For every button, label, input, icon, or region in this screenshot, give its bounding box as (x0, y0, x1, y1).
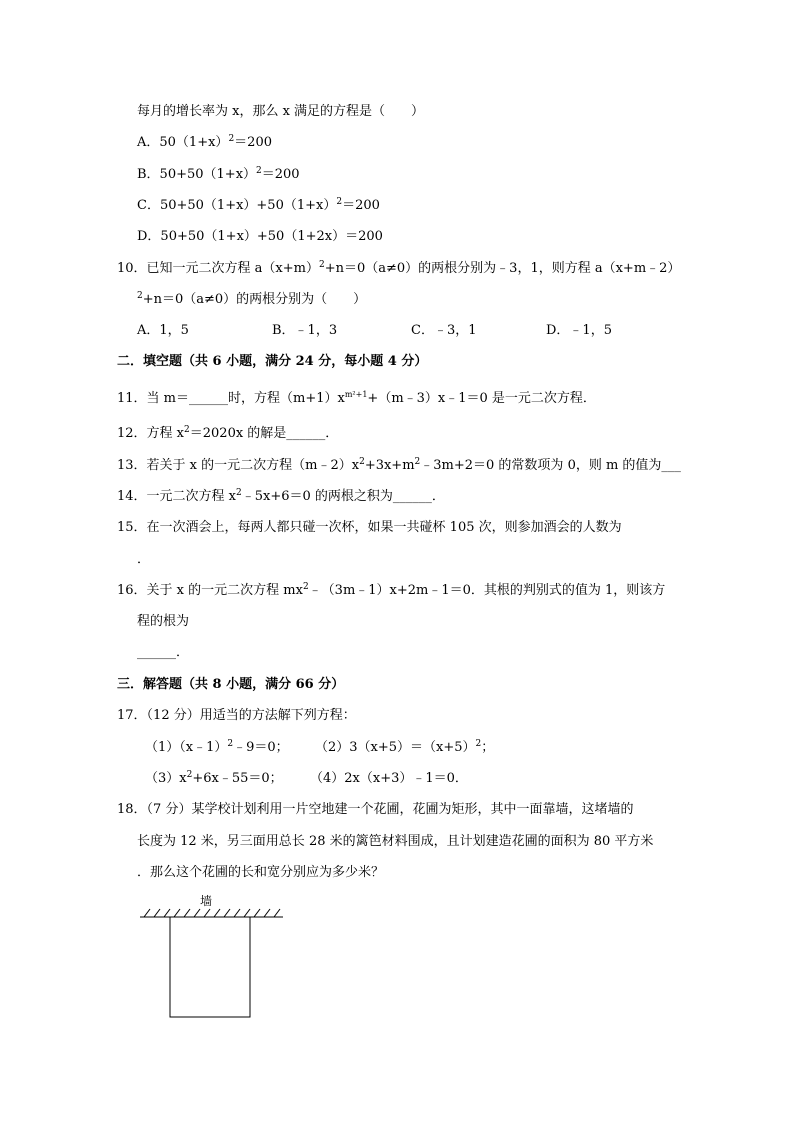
q9-option-c: C．$50+50(1+x)+50(1+x)^2=200$ (137, 197, 380, 213)
q9-option-a: A．$50(1+x)^2=200$ (137, 134, 272, 150)
q17-part-2: $(2)3(x+5)=(x+5)^2$； (315, 739, 495, 755)
q18-line-3: ．那么这个花圃的长和宽分别应为多少米？ (137, 865, 385, 880)
q10-line-1: 10．已知一元二次方程 $a(x+m)^2+n=0(a\ne 0)$的两根分别为﹣3，1，则方程 a（x+m﹣2） (117, 260, 681, 276)
q17-stem: 17．（12 分）用适当的方法解下列方程： (117, 708, 356, 723)
q15-line-2: ． (137, 552, 151, 567)
q10-option-a: A．1，5 (137, 323, 189, 338)
q17-part-1: （1）（x﹣1）$^2$﹣9＝0； (145, 739, 289, 755)
q10-option-b: B．﹣1，3 (272, 323, 338, 338)
q16-line-2: 程的根为 (137, 614, 190, 629)
q10-option-d: D．﹣1，5 (546, 323, 612, 338)
q10-line-2: $^2$+n＝0（a≠0）的两根分别为（ ） (137, 291, 367, 307)
q9-stem: 每月的增长率为 x，那么 x 满足的方程是（ ） (137, 104, 425, 119)
q16-line-1: 16．关于 x 的一元二次方程 $mx^2﹣(3m﹣1)x+2m﹣1=0$．其根的判别式的值为 1，则该方 (117, 582, 666, 598)
q17-part-4: （4）2x（x+3）﹣1＝0． (310, 771, 468, 786)
section-3-heading: 三．解答题（共 8 小题，满分 66 分） (117, 677, 345, 692)
q18-line-1: 18．（7 分）某学校计划利用一片空地建一个花圃，花圃为矩形，其中一面靠墙，这堵墙的 (117, 802, 634, 817)
q13: 13．若关于 x 的一元二次方程$(m﹣2)x^2+3x+m^2﹣3m+2=0$ 的常数项为 0，则 m 的值为___ (117, 457, 681, 473)
q9-option-b: B．$50+50(1+x)^2=200$ (137, 166, 300, 182)
q17-part-3: $(3)x^2+6x﹣55=0$； (145, 770, 283, 786)
wall-hatching (140, 909, 283, 917)
q15-line-1: 15．在一次酒会上，每两人都只碰一次杯，如果一共碰杯 105 次，则参加酒会的人数为 (117, 520, 622, 535)
q11: 11．当 m＝______时，方程$(m+1)x^{m^2+1}+(m﹣3)x﹣1=0$ 是一元二次方程． (117, 390, 596, 406)
q16-line-3: ______． (137, 645, 190, 660)
garden-figure (140, 893, 290, 1023)
q12: 12．方程 $x^2=2020x$ 的解是______． (117, 425, 339, 441)
garden-rectangle (170, 917, 250, 1017)
wall-label: 墙 (200, 894, 213, 908)
q14: 14．一元二次方程 $x^2﹣5x+6=0$ 的两根之积为______． (117, 488, 445, 504)
section-2-heading: 二．填空题（共 6 小题，满分 24 分，每小题 4 分） (117, 354, 428, 369)
q9-option-d: D．50+50（1+x）+50（1+2x）＝200 (137, 229, 383, 244)
q10-option-c: C．﹣3，1 (411, 323, 477, 338)
q18-line-2: 长度为 12 米，另三面用总长 28 米的篱笆材料围成，且计划建造花圃的面积为 80 平方米 (137, 834, 654, 849)
